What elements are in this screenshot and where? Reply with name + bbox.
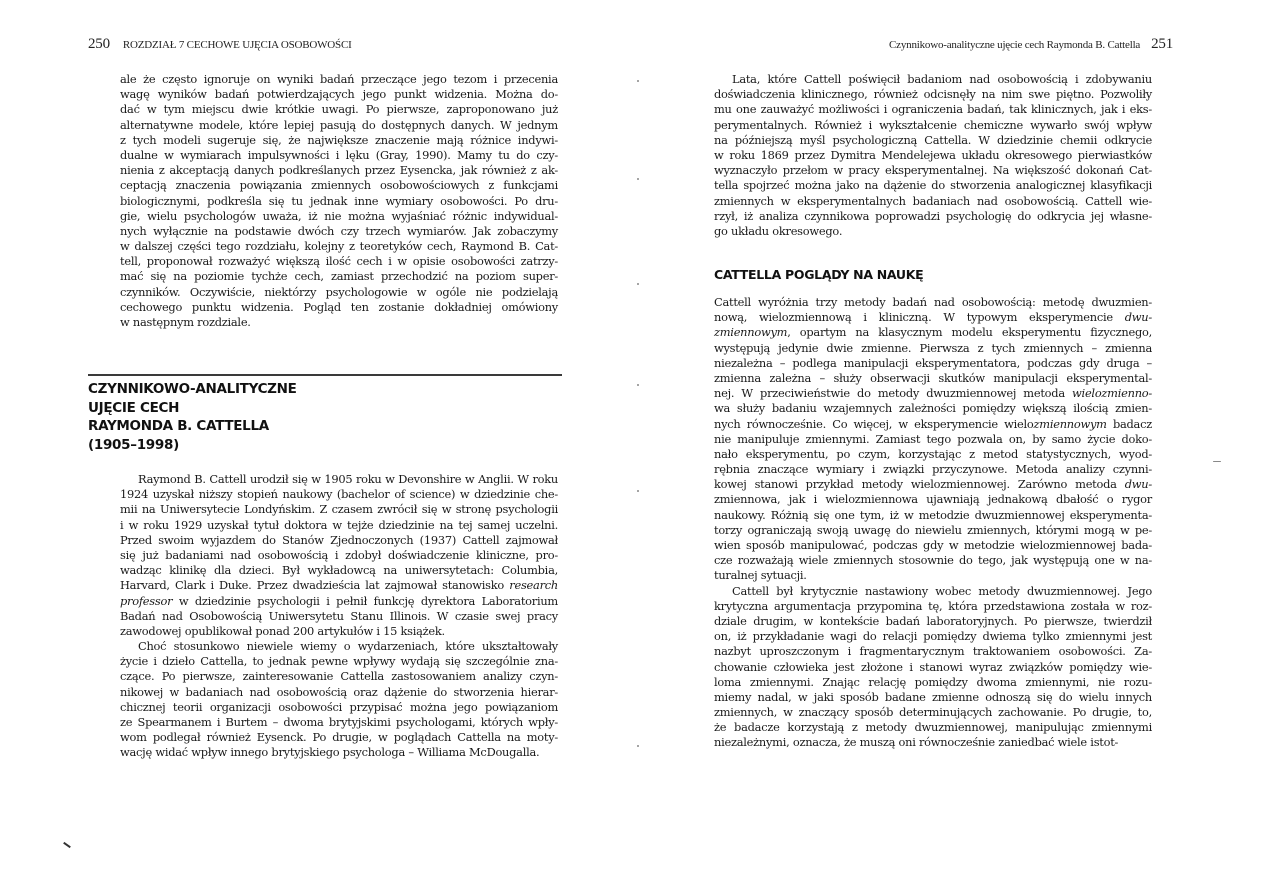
section-divider — [88, 374, 562, 376]
heading-line: (1905–1998) — [88, 436, 179, 453]
text-line: perymentalnych. Również i wykształcenie chemiczne wywarło swój wpływ — [714, 117, 1152, 132]
text-line: ceptacją znaczenia powiązania zmiennych osobowościowych z funkcjami — [120, 178, 558, 193]
text-line: torzy ograniczają swoją uwagę do niewielu zmiennych, którymi mogą w pe- — [714, 522, 1152, 537]
text-line: Harvard, Clark i Duke. Przez dwadzieścia lat zajmował stanowisko research — [120, 578, 558, 593]
heading-line: UJĘCIE CECH — [88, 399, 180, 416]
text-line: Cattell wyróżnia trzy metody badań nad osobowością: metodę dwuzmien- — [714, 295, 1152, 309]
text-line: biologicznymi, podkreśla się tu jednak inne wymiary osobowości. Po dru- — [120, 193, 558, 208]
text-line: miemy nadal, w jaki sposób badane zmienne odnoszą się do wielu innych — [714, 689, 1152, 704]
scan-mark — [63, 842, 71, 848]
heading-line: CZYNNIKOWO-ANALITYCZNE — [88, 381, 297, 397]
text-line: i w roku 1929 uzyskał tytuł doktora w tejże dziedzinie na tej samej uczelni. — [120, 517, 558, 532]
text-line: nało eksperymentu, po czym, korzystając z metod statystycznych, wyod- — [714, 446, 1152, 461]
text-line: wa służy badaniu wzajemnych zależności pomiędzy większą ilością zmien- — [714, 401, 1152, 416]
text-line: w roku 1869 przez Dymitra Mendelejewa układu okresowego pierwiastków — [714, 147, 1152, 162]
section-heading — [88, 380, 297, 454]
right-page — [630, 0, 1263, 896]
text-line: mu one zauważyć możliwości i ograniczenia badań, tak klinicznych, jak i eks- — [714, 102, 1152, 117]
text-line: wyznaczyło przełom w pracy eksperymentalnej. Na większość dokonań Cat- — [714, 163, 1152, 178]
text-line: professor w dziedzinie psychologii i pełnił funkcję dyrektora Laboratorium — [120, 593, 558, 608]
text-line: dać w tym miejscu dwie krótkie uwagi. Po pierwsze, zaproponowano już — [120, 102, 558, 117]
text-line: na późniejszą myśl psychologiczną Cattella. W dziedzinie chemii odkrycie — [714, 132, 1152, 147]
opening-paragraph — [714, 72, 1152, 239]
emphasis: dwu- — [1124, 310, 1152, 325]
text-line: nikowej w badaniach nad osobowością oraz dążenie do stworzenia hierar- — [120, 684, 558, 699]
text-line: Badań nad Osobowością Uniwersytetu Stanu Illinois. W czasie swej pracy — [120, 608, 558, 623]
text-line: chowanie człowieka jest złożone i stanowi wyraz związków pomiędzy wie- — [714, 659, 1152, 674]
text-line: nową, wielozmiennową i kliniczną. W typowym eksperymencie dwu- — [714, 310, 1152, 325]
text-line: nazbyt uproszczonym i fragmentarycznym traktowaniem osobowości. Za- — [714, 644, 1152, 659]
text-line: nych wyłącznie na podstawie dwóch czy trzech wymiarów. Jak zobaczymy — [120, 223, 558, 238]
text-line: cechowego punktu widzenia. Pogląd ten zostanie dokładniej omówiony — [120, 299, 558, 314]
text-line: nienia z akceptacją danych podkreślanych przez Eysencka, jak również z ak- — [120, 163, 558, 178]
text-line: wagę wyników badań potwierdzających jego punkt widzenia. Można do- — [120, 87, 558, 102]
emphasis: wielozmienno- — [1072, 386, 1152, 401]
text-line: go układu okresowego. — [714, 223, 843, 238]
text-line: Przed swoim wyjazdem do Stanów Zjednoczonych (1937) Cattell zajmował — [120, 532, 558, 547]
text-line: ze Spearmanem i Burtem – dwoma brytyjskimi psychologami, których wpły- — [120, 715, 558, 729]
text-line: tella spojrzeć można jako na dążenie do stworzenia analogicznej klasyfikacji — [714, 178, 1152, 193]
text-line: cze rozważają wiele zmiennych stosownie do tego, jak występują one w na- — [714, 553, 1152, 568]
text-line: gie, wielu psychologów uważa, iż nie można wyjaśniać różnic indywidual- — [120, 208, 558, 223]
text-line: w następnym rozdziale. — [120, 315, 251, 329]
scan-speck — [637, 283, 639, 285]
heading-line: RAYMONDA B. CATTELLA — [88, 418, 269, 434]
text-line: loma zmiennymi. Znając relację pomiędzy dwoma zmiennymi, nie rozu- — [714, 674, 1152, 689]
text-line: rębnia znaczące wymiary i związki przyczynowe. Metoda analizy czynni- — [714, 462, 1152, 477]
text-line: zmiennowa, jak i wielozmiennowa ujawniają jednakową dbałość o rygor — [714, 492, 1152, 507]
section-title: Czynnikowo-analityczne ujęcie cech Raymonda B. Cattella — [889, 39, 1141, 51]
text-line: ale że często ignoruje on wyniki badań przeczące jego tezom i przecenia — [120, 72, 558, 86]
text-line: czynników. Oczywiście, niektórzy psychologowie w ogóle nie podzielają — [120, 284, 558, 299]
emphasis: zmiennowym — [1033, 416, 1107, 431]
text-line: dziale drugim, w kontekście badań laboratoryjnych. Po pierwsze, twierdził — [714, 613, 1152, 628]
emphasis: professor — [120, 593, 173, 608]
text-line: alternatywne modele, które lepiej pasują do dostępnych danych. W jednym — [120, 117, 558, 132]
text-line: naukowy. Różnią się one tym, iż w metodzie dwuzmiennowej eksperymenta- — [714, 507, 1152, 522]
text-line: tell, proponował rozważyć większą ilość cech i w opisie osobowości zatrzy- — [120, 254, 558, 269]
text-line: niezależnymi, oznacza, że muszą oni równocześnie zaniedbać wiele istot- — [714, 735, 1119, 750]
emphasis: zmiennowym — [714, 325, 788, 340]
text-line: rzył, iż analiza czynnikowa poprowadzi psychologię do odkrycia jej własne- — [714, 208, 1152, 223]
text-line: doświadczenia klinicznego, również odcisnęły na nim swe piętno. Pozwoliły — [714, 87, 1152, 102]
scan-speck — [637, 80, 639, 82]
emphasis: research — [509, 578, 558, 593]
subsection-heading: CATTELLA POGLĄDY NA NAUKĘ — [714, 267, 924, 282]
text-line: turalnej sytuacji. — [714, 568, 807, 583]
emphasis: dwu- — [1124, 477, 1152, 492]
text-line: mii na Uniwersytecie Londyńskim. Z czasem zwrócił się w stronę psychologii — [120, 502, 558, 517]
text-line: Lata, które Cattell poświęcił badaniom nad osobowością i zdobywaniu — [732, 72, 1152, 86]
text-line: się już badaniami nad osobowością i zdobył doświadczenie kliniczne, pro- — [120, 547, 558, 562]
text-line: czące. Po pierwsze, zainteresowanie Cattella zastosowaniem analizy czyn- — [120, 669, 558, 684]
text-line: nych równocześnie. Co więcej, w eksperymencie wielozmiennowym badacz — [714, 416, 1152, 431]
text-line: Raymond B. Cattell urodził się w 1905 roku w Devonshire w Anglii. W roku — [138, 472, 558, 486]
text-line: zmienna zależna – służy obserwacji skutków manipulacji eksperymental- — [714, 370, 1152, 385]
text-line: życie i dzieło Cattella, to jednak pewne wpływy wydają się szczególnie zna- — [120, 654, 558, 669]
text-line: wadząc klinikę dla dzieci. Był wykładowcą na uniwersytetach: Columbia, — [120, 563, 558, 578]
text-line: zawodowej opublikował ponad 200 artykułów i 15 książek. — [120, 623, 445, 638]
text-line: on, iż przykładanie wagi do relacji pomiędzy dwiema tylko zmiennymi jest — [714, 629, 1152, 644]
scan-speck — [637, 384, 639, 386]
text-line: 1924 uzyskał niższy stopień naukowy (bachelor of science) w dziedzinie che- — [120, 487, 558, 502]
text-line: wom podlegał również Eysenck. Po drugie, w poglądach Cattella na moty- — [120, 730, 558, 745]
text-line: w dalszej części tego rozdziału, kolejny z teoretyków cech, Raymond B. Cat- — [120, 239, 558, 254]
paragraph-continued — [120, 72, 558, 330]
text-line: nej. W przeciwieństwie do metody dwuzmiennowej metoda wielozmienno- — [714, 386, 1152, 401]
text-line: zmiennych w eksperymentalnych badaniach nad osobowością. Cattell wie- — [714, 193, 1152, 208]
text-line: zmiennych, w znaczący sposób determinujących zachowanie. Po drugie, to, — [714, 705, 1152, 720]
page-number: 251 — [1151, 36, 1173, 52]
text-line: wien sposób manipulować, podczas gdy w metodzie wielozmiennowej bada- — [714, 538, 1152, 552]
text-line: chicznej teorii organizacji osobowości przypisać można jego powiązaniom — [120, 699, 558, 714]
text-line: że badacze korzystają z metody dwuzmiennowej, manipulując zmiennymi — [714, 720, 1152, 735]
running-head-right — [889, 36, 1173, 53]
text-line: Cattell był krytycznie nastawiony wobec metody dwuzmiennowej. Jego — [732, 583, 1152, 598]
text-line: z tych modeli sugeruje się, że największe znaczenie mają różnice indywi- — [120, 132, 558, 147]
scan-speck — [637, 490, 639, 492]
scan-speck — [1213, 461, 1221, 462]
left-page — [0, 0, 630, 896]
chapter-title: ROZDZIAŁ 7 CECHOWE UJĘCIA OSOBOWOŚCI — [122, 39, 352, 51]
running-head-left — [88, 36, 352, 53]
text-line: występują jedynie dwie zmienne. Pierwsza z tych zmiennych – zmienna — [714, 340, 1152, 355]
text-line: kowej stanowi przykład metody wielozmiennowej. Zarówno metoda dwu- — [714, 477, 1152, 492]
scan-speck — [637, 745, 639, 747]
text-line: nie manipuluje zmiennymi. Zamiast tego pozwala on, by samo życie doko- — [714, 431, 1152, 446]
section-body — [120, 472, 558, 761]
text-line: zmiennowym, opartym na klasycznym modelu eksperymentu fizycznego, — [714, 325, 1152, 340]
page-number: 250 — [88, 36, 110, 52]
scan-speck — [637, 178, 639, 180]
text-line: krytyczna argumentacja przypomina tę, która przedstawiona została w roz- — [714, 598, 1152, 613]
text-line: Choć stosunkowo niewiele wiemy o wydarzeniach, które ukształtowały — [138, 639, 558, 654]
text-line: wację widać wpływ innego brytyjskiego psychologa – Williama McDougalla. — [120, 745, 540, 760]
subsection-body — [714, 295, 1152, 751]
text-line: mać się na poziomie tychże cech, zamiast przechodzić na poziom super- — [120, 269, 558, 284]
text-line: dualne w wymiarach impulsywności i lęku (Gray, 1990). Mamy tu do czy- — [120, 147, 558, 162]
text-line: niezależna – podlega manipulacji eksperymentatora, podczas gdy druga – — [714, 355, 1152, 370]
